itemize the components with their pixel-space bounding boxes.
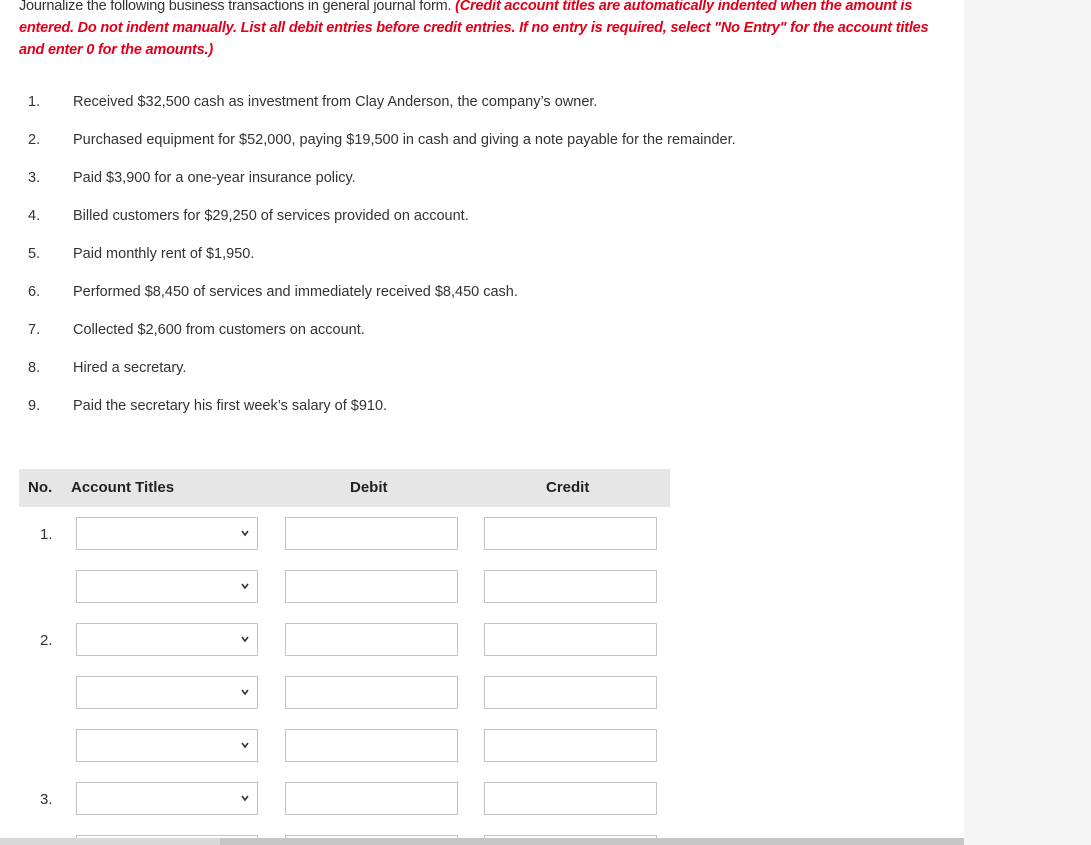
- debit-input[interactable]: [285, 782, 458, 815]
- header-debit: Debit: [350, 479, 388, 496]
- account-title-select[interactable]: [76, 570, 258, 603]
- debit-input[interactable]: [285, 570, 458, 603]
- entry-number-2: 2.: [40, 632, 53, 649]
- credit-input[interactable]: [484, 676, 657, 709]
- credit-input[interactable]: [484, 782, 657, 815]
- account-title-select[interactable]: [76, 782, 258, 815]
- account-title-select[interactable]: [76, 676, 258, 709]
- chevron-down-icon: [239, 578, 251, 594]
- instructions: [19, 0, 949, 61]
- credit-input[interactable]: [484, 570, 657, 603]
- header-no: No.: [28, 479, 53, 496]
- account-title-select[interactable]: [76, 729, 258, 762]
- account-title-select[interactable]: [76, 517, 258, 550]
- chevron-down-icon: [239, 684, 251, 700]
- debit-input[interactable]: [285, 623, 458, 656]
- journal-header: [19, 469, 670, 507]
- credit-input[interactable]: [484, 623, 657, 656]
- chevron-down-icon: [239, 631, 251, 647]
- horizontal-scrollbar[interactable]: [0, 838, 964, 845]
- header-account-titles: Account Titles: [71, 479, 175, 496]
- debit-input[interactable]: [285, 517, 458, 550]
- debit-input[interactable]: [285, 729, 458, 762]
- instructions-text: Journalize the following business transactions in general journal form.: [19, 0, 456, 14]
- scrollbar-thumb[interactable]: [220, 838, 964, 845]
- right-gutter: [964, 0, 1091, 845]
- entry-number-3: 3.: [40, 791, 53, 808]
- chevron-down-icon: [239, 525, 251, 541]
- credit-input[interactable]: [484, 517, 657, 550]
- entry-number-1: 1.: [40, 526, 53, 543]
- debit-input[interactable]: [285, 676, 458, 709]
- credit-input[interactable]: [484, 729, 657, 762]
- account-title-select[interactable]: [76, 623, 258, 656]
- instructions-note: (Credit account titles are automatically indented when the amount is entered. Do not indent manually. List all debit entries before credit entries. If no entry is required, select "No Entry" for the account titles and enter 0 for the amounts.): [19, 0, 929, 58]
- chevron-down-icon: [239, 790, 251, 806]
- chevron-down-icon: [239, 737, 251, 753]
- header-credit: Credit: [546, 479, 590, 496]
